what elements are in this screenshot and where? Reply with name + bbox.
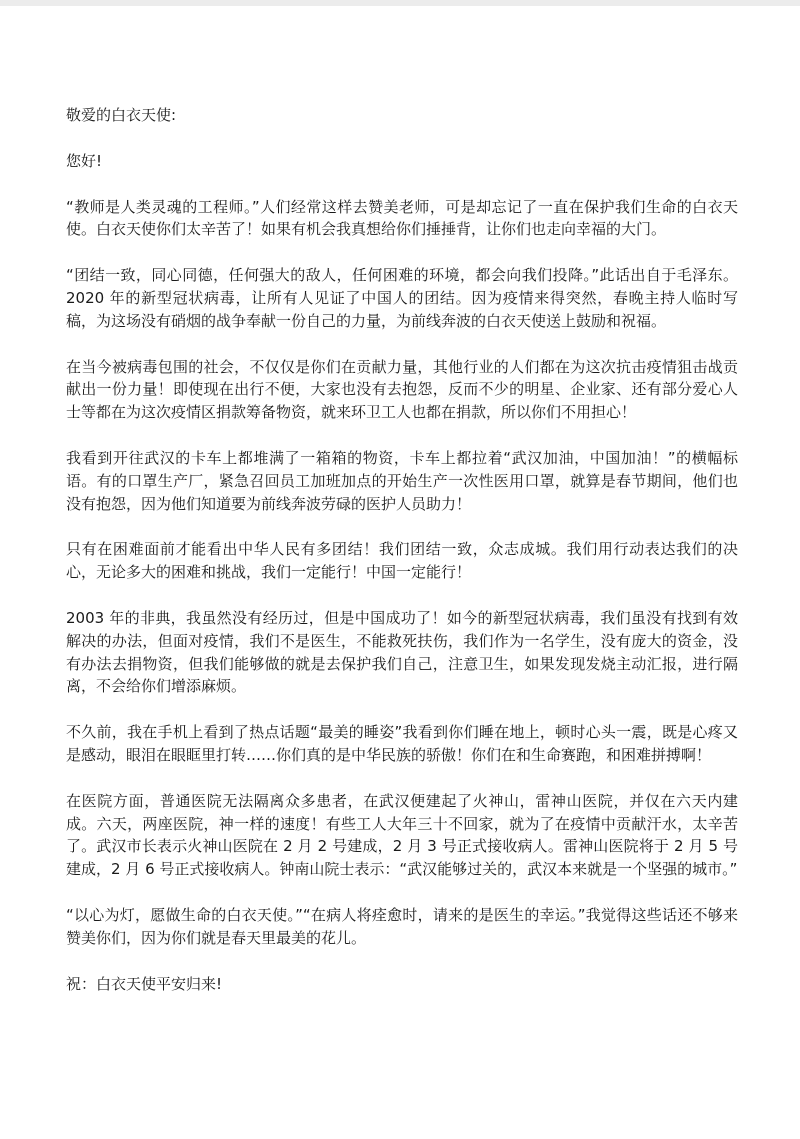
greeting: 您好! xyxy=(66,151,103,170)
paragraph-9: “以心为灯，愿做生命的白衣天使。”“在病人将痊愈时，请来的是医生的幸运。”我觉得这些话还不够来赞美你们，因为你们就是春天里最美的花儿。 xyxy=(66,905,738,947)
paragraph-6: 2003 年的非典，我虽然没有经历过，但是中国成功了！如今的新型冠状病毒，我们虽没有找到有效解决的办法，但面对疫情，我们不是医生，不能救死扶伤，我们作为一名学生，没有庞大的资金，没有办法去捐物资，但我们能够做的就是去保护我们自己，注意卫生，如果发现发烧主动汇报，进行隔离，不会给你们增添麻烦。 xyxy=(66,608,738,696)
paragraph-2: “团结一致，同心同德，任何强大的敌人，任何困难的环境，都会向我们投降。”此话出自于毛泽东。2020 年的新型冠状病毒，让所有人见证了中国人的团结。因为疫情来得突然，春晚主持人临时写稿，为这场没有硝烟的战争奉献一份自己的力量，为前线奔波的白衣天使送上鼓励和祝福。 xyxy=(66,266,738,330)
paragraph-1: “教师是人类灵魂的工程师。”人们经常这样去赞美老师，可是却忘记了一直在保护我们生命的白衣天使。白衣天使你们太辛苦了！如果有机会我真想给你们捶捶背，让你们也走向幸福的大门。 xyxy=(66,197,738,239)
letter-body xyxy=(66,104,738,1018)
paragraph-8: 在医院方面，普通医院无法隔离众多患者，在武汉便建起了火神山，雷神山医院，并仅在六天内建成。六天，两座医院，神一样的速度！有些工人大年三十不回家，就为了在疫情中贡献汗水，太辛苦了。武汉市长表示火神山医院在 2 月 2 号建成，2 月 3 号正式接收病人。雷神山医院将于 2 月 5 号建成，2 月 6 号正式接收病人。钟南山院士表示：“武汉能够过关的，武汉本来就是一个坚强的城市。” xyxy=(66,791,738,879)
paragraph-3: 在当今被病毒包围的社会，不仅仅是你们在贡献力量，其他行业的人们都在为这次抗击疫情狙击战贡献出一份力量！即使现在出行不便，大家也没有去抱怨，反而不少的明星、企业家、还有部分爱心人士等都在为这次疫情区捐款筹备物资，就来环卫工人也都在捐款，所以你们不用担心！ xyxy=(66,357,738,422)
salutation: 敬爱的白衣天使: xyxy=(66,106,177,124)
top-strip xyxy=(0,0,800,6)
paragraph-4: 我看到开往武汉的卡车上都堆满了一箱箱的物资，卡车上都拉着“武汉加油，中国加油！”的横幅标语。有的口罩生产厂，紧急召回员工加班加点的开始生产一次性医用口罩，就算是春节期间，他们也没有抱怨，因为他们知道要为前线奔波劳碌的医护人员助力！ xyxy=(66,448,738,513)
paragraph-5: 只有在困难面前才能看出中华人民有多团结！我们团结一致，众志成城。我们用行动表达我们的决心，无论多大的困难和挑战，我们一定能行！中国一定能行！ xyxy=(66,540,738,582)
closing: 祝：白衣天使平安归来! xyxy=(66,974,223,993)
paragraph-7: 不久前，我在手机上看到了热点话题“最美的睡姿”我看到你们睡在地上，顿时心头一震，既是心疼又是感动，眼泪在眼眶里打转……你们真的是中华民族的骄傲！你们在和生命赛跑，和困难拼搏啊！ xyxy=(66,723,738,764)
